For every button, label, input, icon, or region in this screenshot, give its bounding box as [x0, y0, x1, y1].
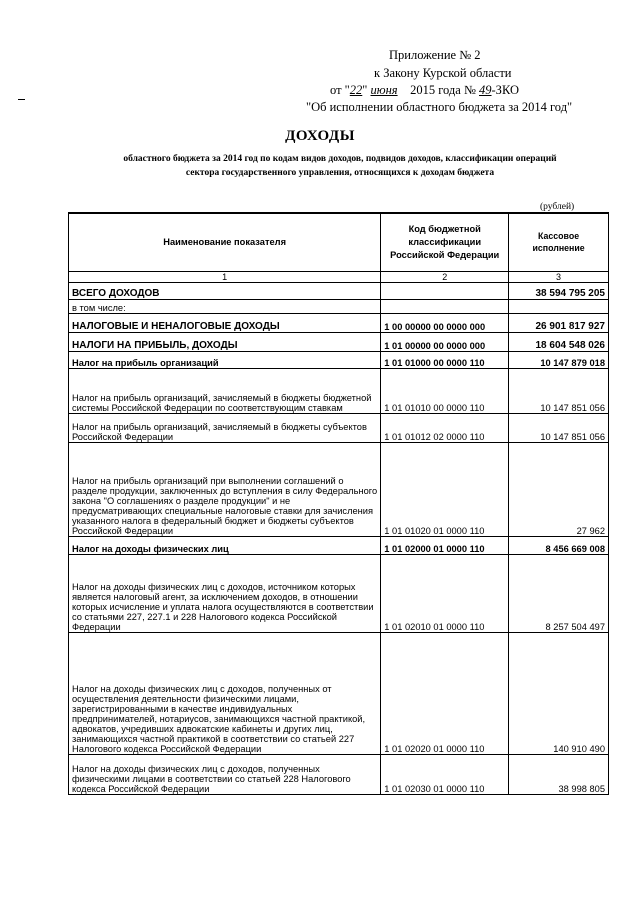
- row-amount: 140 910 490: [509, 632, 609, 754]
- table-row: [69, 413, 609, 442]
- row-code: [381, 299, 509, 313]
- row-name: ВСЕГО ДОХОДОВ: [69, 282, 381, 299]
- row-name: Налог на доходы физических лиц с доходов, полученных физическими лицами в соответствии со статьей 228 Налогового кодекса Российской Федерации: [69, 754, 381, 794]
- appendix-label: Приложение № 2: [389, 48, 481, 62]
- revenue-table: [68, 212, 609, 795]
- row-amount: 8 257 504 497: [509, 554, 609, 632]
- date-month: июня: [370, 83, 398, 97]
- table-row: [69, 351, 609, 368]
- law-title: "Об исполнении областного бюджета за 2014 год": [306, 100, 573, 114]
- row-amount: 18 604 548 026: [509, 332, 609, 351]
- row-code: 1 01 01000 00 0000 110: [381, 351, 509, 368]
- table-row: [69, 332, 609, 351]
- row-name: НАЛОГОВЫЕ И НЕНАЛОГОВЫЕ ДОХОДЫ: [69, 313, 381, 332]
- page-title: ДОХОДЫ: [285, 128, 355, 144]
- col-number-2: 2: [381, 271, 509, 282]
- page-subtitle: [60, 152, 620, 180]
- margin-dash: [18, 99, 25, 100]
- row-name: Налог на доходы физических лиц с доходов, источником которых является налоговый агент, за исключением доходов, в отношении которых исчисление и уплата налога осуществляются в соответствии со статьями 227, 227.1 и 228 Налогового кодекса Российской Федерации: [69, 554, 381, 632]
- table-row: [69, 299, 609, 313]
- row-code: 1 01 02020 01 0000 110: [381, 632, 509, 754]
- law-number: 49: [479, 83, 492, 97]
- row-amount: 10 147 851 056: [509, 368, 609, 413]
- table-row: [69, 313, 609, 332]
- row-amount: 26 901 817 927: [509, 313, 609, 332]
- units-label: (рублей): [540, 202, 575, 212]
- row-code: 1 01 01020 01 0000 110: [381, 442, 509, 536]
- row-code: 1 01 01012 02 0000 110: [381, 413, 509, 442]
- date-prefix: от ": [330, 83, 350, 97]
- date-day: 22: [349, 83, 363, 97]
- row-code: 1 00 00000 00 0000 000: [381, 313, 509, 332]
- subtitle-line-2: сектора государственного управления, относящихся к доходам бюджета: [185, 168, 495, 178]
- date-year: 2015 года №: [410, 83, 476, 97]
- table-header-row: [69, 213, 609, 271]
- row-name: в том числе:: [69, 299, 381, 313]
- row-name: НАЛОГИ НА ПРИБЫЛЬ, ДОХОДЫ: [69, 332, 381, 351]
- row-name: Налог на прибыль организаций, зачисляемый в бюджеты субъектов Российской Федерации: [69, 413, 381, 442]
- row-amount: 27 962: [509, 442, 609, 536]
- table-row: [69, 536, 609, 554]
- date-quote: ": [362, 83, 368, 97]
- row-code: 1 01 01010 00 0000 110: [381, 368, 509, 413]
- row-code: 1 01 02010 01 0000 110: [381, 554, 509, 632]
- row-amount: 10 147 851 056: [509, 413, 609, 442]
- row-code: 1 01 00000 00 0000 000: [381, 332, 509, 351]
- table-row: [69, 442, 609, 536]
- table-row: [69, 632, 609, 754]
- row-amount: [509, 299, 609, 313]
- law-reference: к Закону Курской области: [374, 66, 512, 80]
- row-code: [381, 282, 509, 299]
- row-name: Налог на доходы физических лиц с доходов, полученных от осуществления деятельности физическими лицами, зарегистрированными в качестве индивидуальных предпринимателей, нотариусов, занимающихся частной практикой, адвокатов, учредивших адвокатские кабинеты и других лиц, занимающихся частной практикой в соответствии со статьей 227 Налогового кодекса Российской Федерации: [69, 632, 381, 754]
- row-name: Налог на прибыль организаций при выполнении соглашений о разделе продукции, заключенных до вступления в силу Федерального закона "О соглашениях о разделе продукции" и не предусматривающих специальные налоговые ставки для зачисления указанного налога в федеральный бюджет и бюджеты субъектов Российской Федерации: [69, 442, 381, 536]
- row-amount: 8 456 669 008: [509, 536, 609, 554]
- row-name: Налог на прибыль организаций, зачисляемый в бюджеты бюджетной системы Российской Федерации по соответствующим ставкам: [69, 368, 381, 413]
- row-amount: 10 147 879 018: [509, 351, 609, 368]
- row-code: 1 01 02000 01 0000 110: [381, 536, 509, 554]
- col-header-code: Код бюджетной классификации Российской Федерации: [381, 213, 509, 271]
- table-row: [69, 754, 609, 794]
- law-suffix: -ЗКО: [491, 83, 519, 97]
- law-date-line: [330, 83, 519, 98]
- table-row: [69, 368, 609, 413]
- column-number-row: [69, 271, 609, 282]
- col-header-name: Наименование показателя: [69, 213, 381, 271]
- row-amount: 38 998 805: [509, 754, 609, 794]
- table-row: [69, 554, 609, 632]
- subtitle-line-1: областного бюджета за 2014 год по кодам видов доходов, подвидов доходов, классификации операций: [123, 154, 557, 164]
- col-header-amount: Кассовое исполнение: [509, 213, 609, 271]
- col-number-3: 3: [509, 271, 609, 282]
- col-number-1: 1: [69, 271, 381, 282]
- row-name: Налог на прибыль организаций: [69, 351, 381, 368]
- row-amount: 38 594 795 205: [509, 282, 609, 299]
- row-name: Налог на доходы физических лиц: [69, 536, 381, 554]
- table-row: [69, 282, 609, 299]
- row-code: 1 01 02030 01 0000 110: [381, 754, 509, 794]
